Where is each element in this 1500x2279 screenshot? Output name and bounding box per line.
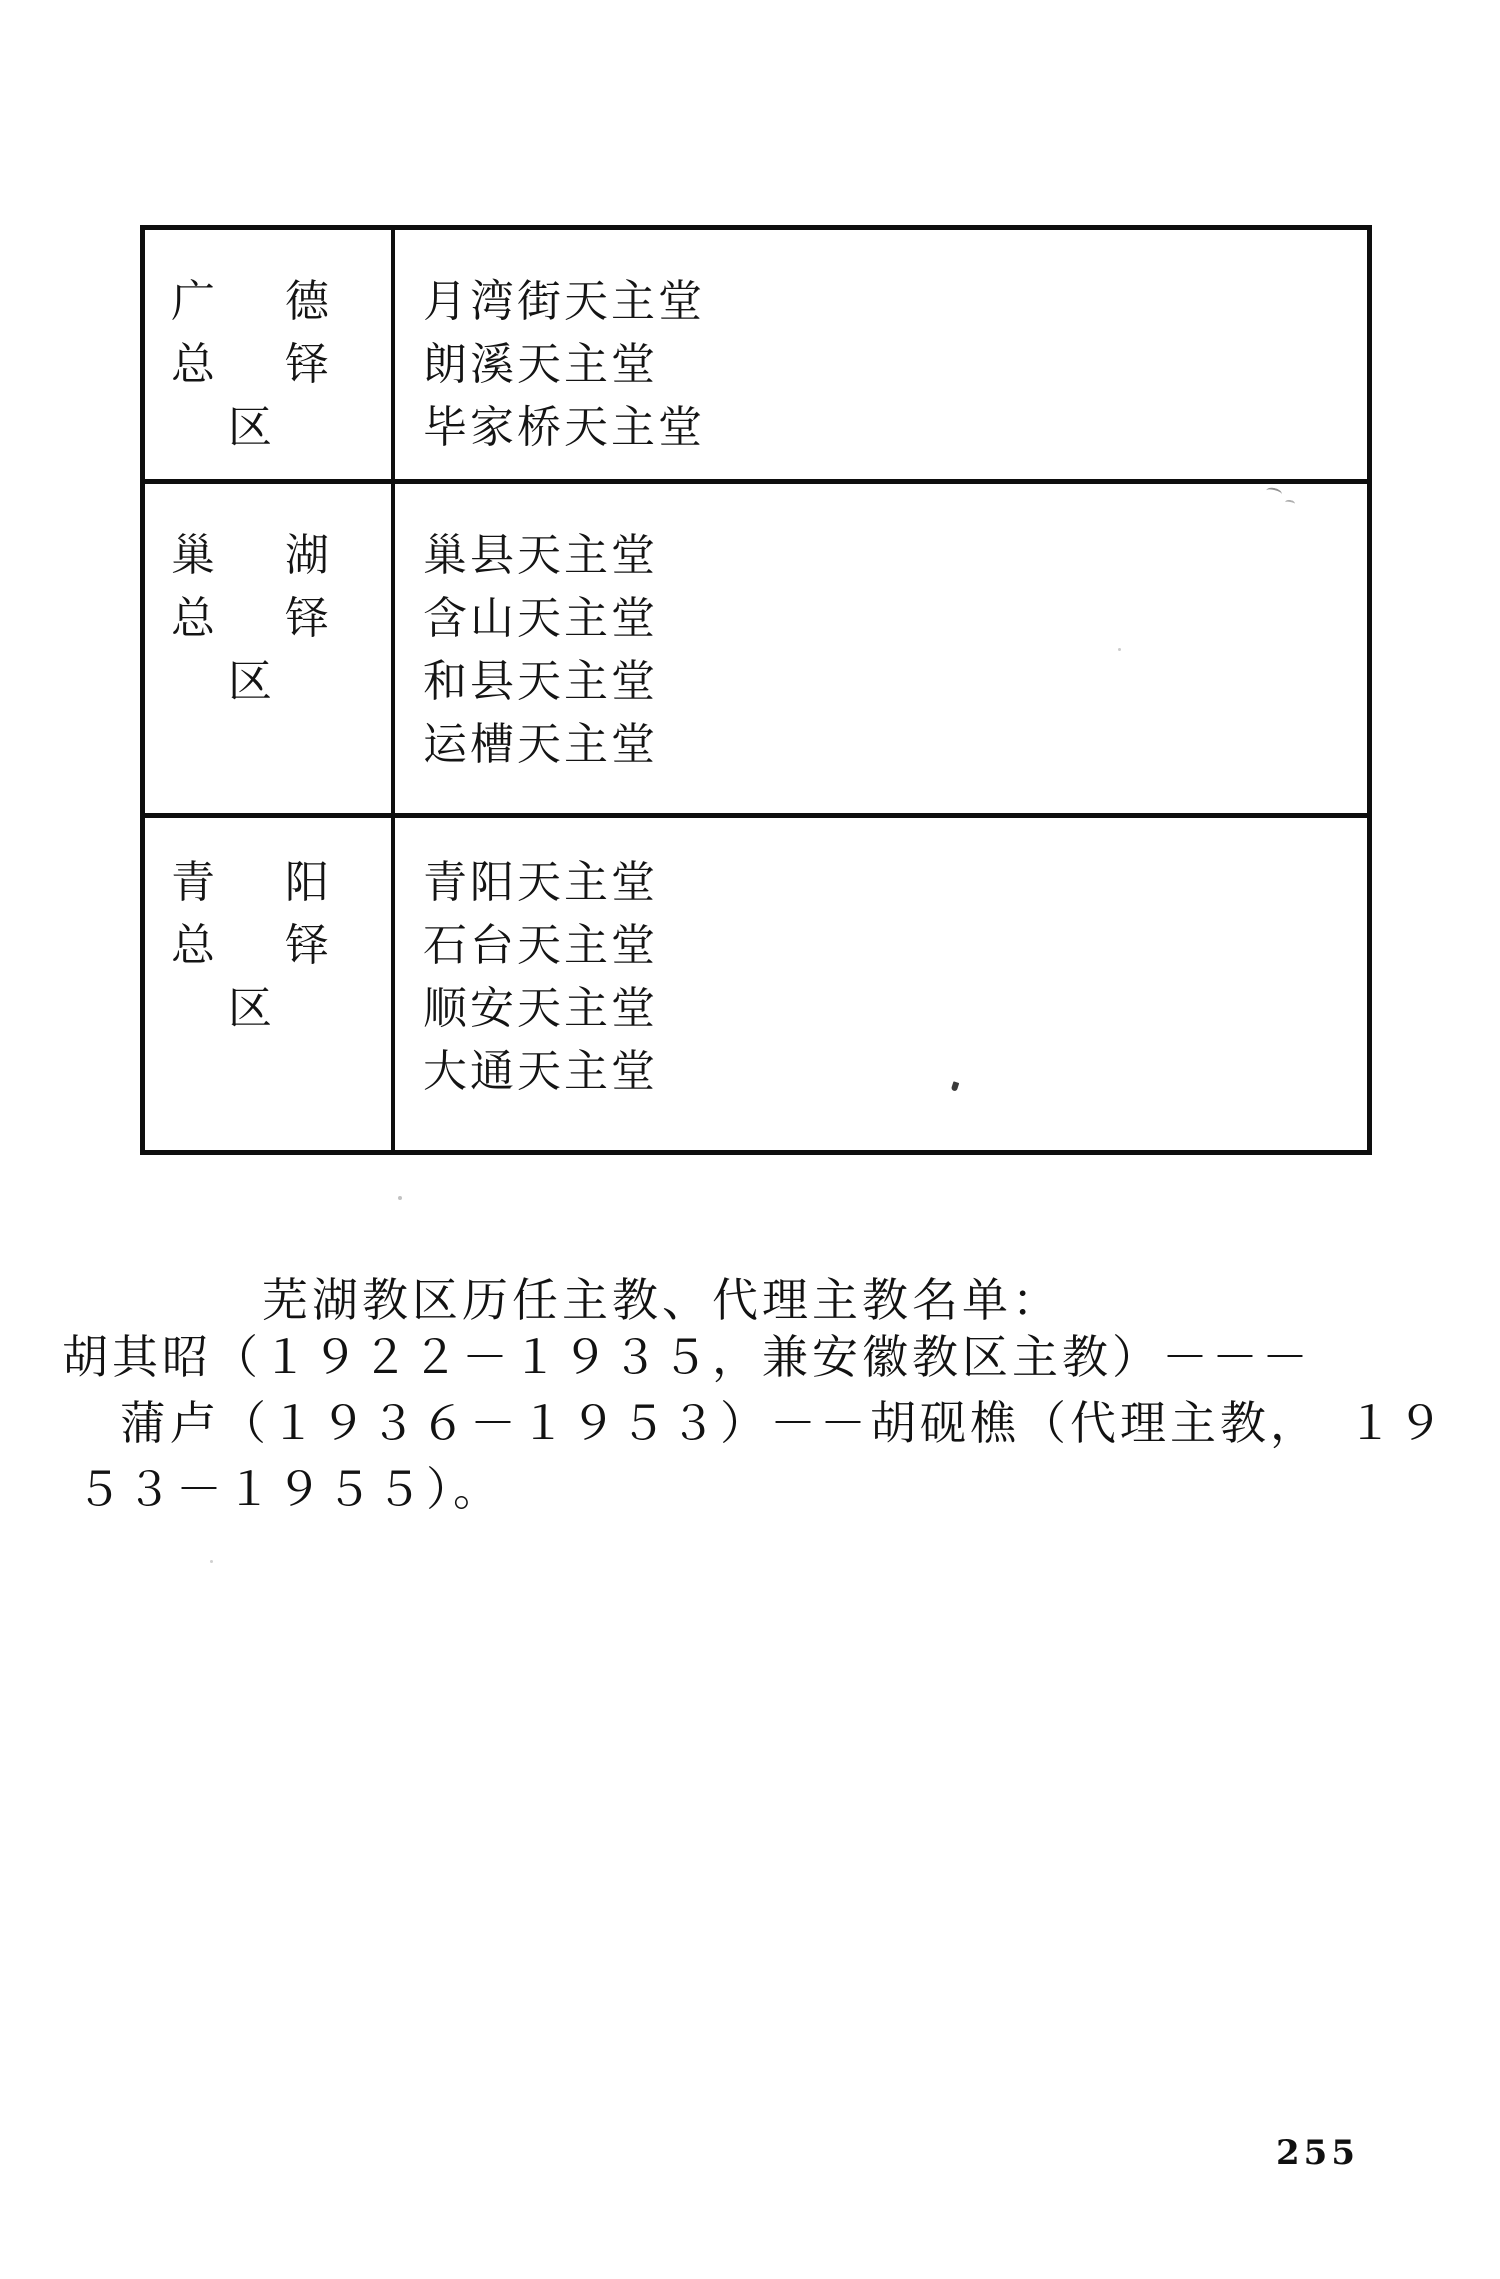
church-item: 含山天主堂: [423, 594, 658, 643]
district-name-line: 总 铎: [171, 340, 342, 389]
bishops-list-line: ５３－１９５５）。: [76, 1464, 503, 1515]
church-item: 大通天主堂: [423, 1047, 658, 1096]
district-name-line: 区: [228, 984, 285, 1033]
scan-speck: [398, 1196, 402, 1200]
church-item: 朗溪天主堂: [423, 340, 658, 389]
district-name-line: 广 德: [171, 277, 342, 326]
table-row-qingyang: [145, 818, 1367, 1150]
table-row-chaohu: [145, 484, 1367, 818]
parish-table: [140, 225, 1372, 1155]
district-name-line: 区: [228, 657, 285, 706]
district-cell: [145, 484, 395, 813]
church-item: 青阳天主堂: [423, 858, 658, 907]
page-number: 255: [1276, 2133, 1359, 2173]
church-item: 毕家桥天主堂: [423, 403, 705, 452]
church-item: 巢县天主堂: [423, 531, 658, 580]
bishops-list-line: 胡其昭（１９２２－１９３５，兼安徽教区主教）－－－: [62, 1332, 1312, 1383]
district-cell: [145, 230, 395, 479]
district-name-line: 区: [228, 403, 285, 452]
bishops-list-heading: 芜湖教区历任主教、代理主教名单：: [262, 1275, 1062, 1326]
churches-cell: [395, 484, 1367, 813]
scan-speck: [210, 1560, 213, 1563]
scan-speck: [1118, 648, 1121, 651]
district-name-line: 巢 湖: [171, 531, 342, 580]
church-item: 顺安天主堂: [423, 984, 658, 1033]
church-item: 运槽天主堂: [423, 720, 658, 769]
district-cell: [145, 818, 395, 1150]
church-item: 月湾街天主堂: [423, 277, 705, 326]
churches-cell: [395, 818, 1367, 1150]
district-name-line: 总 铎: [171, 921, 342, 970]
churches-cell: [395, 230, 1367, 479]
church-item: 石台天主堂: [423, 921, 658, 970]
church-item: 和县天主堂: [423, 657, 658, 706]
district-name-line: 青 阳: [171, 858, 342, 907]
table-row-guangde: [145, 230, 1367, 484]
district-name-line: 总 铎: [171, 594, 342, 643]
bishops-list-line: 蒲卢（１９３６－１９５３）－－胡砚樵（代理主教， １９: [120, 1398, 1447, 1449]
